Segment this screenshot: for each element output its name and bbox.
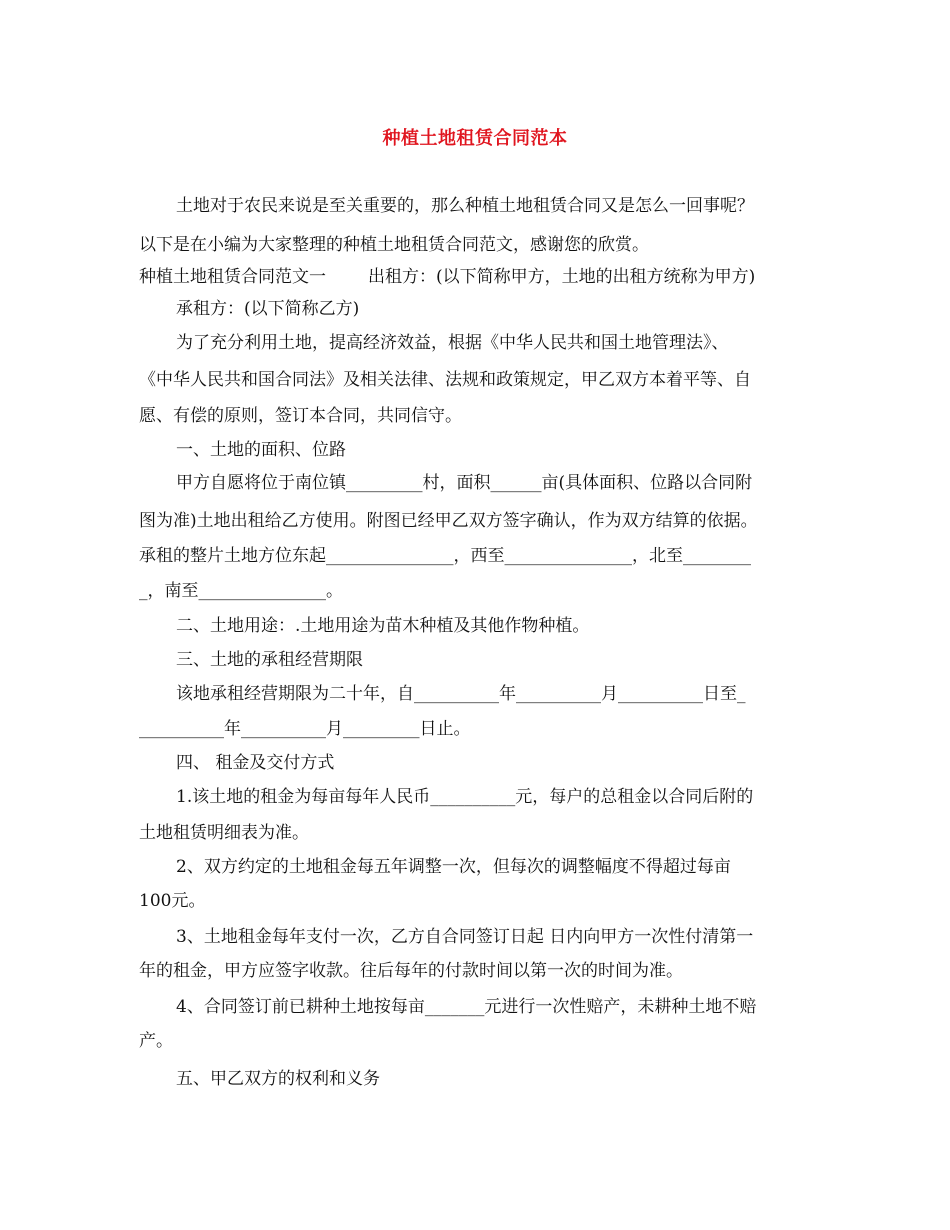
- paragraph-line: 年的租金，甲方应签字收款。往后每年的付款时间以第一次的时间为准。: [139, 961, 683, 981]
- section-heading: 四、 租金及交付方式: [176, 753, 335, 773]
- paragraph-line: 2、双方约定的土地租金每五年调整一次，但每次的调整幅度不得超过每亩: [176, 857, 731, 877]
- document-title: 种植土地租赁合同范本: [382, 128, 568, 149]
- section-heading: 种植土地租赁合同范文一: [139, 267, 326, 287]
- paragraph-line: [139, 266, 819, 288]
- paragraph-line: 100元。: [139, 891, 206, 911]
- section-heading: 二、土地用途：.土地用途为苗木种植及其他作物种植。: [176, 616, 590, 636]
- paragraph-line: 承租的整片土地方位东起_______________，西至_______________，北至________: [139, 546, 751, 566]
- paragraph-line: 以下是在小编为大家整理的种植土地租赁合同范文，感谢您的欣赏。: [139, 235, 649, 255]
- paragraph-line: 甲方自愿将位于南位镇_________村，面积______亩(具体面积、位路以合同附: [176, 473, 753, 493]
- paragraph-line: 愿、有偿的原则，签订本合同，共同信守。: [139, 406, 462, 426]
- paragraph-line: _，南至_______________。: [139, 581, 343, 601]
- paragraph-line: 产。: [139, 1031, 173, 1051]
- paragraph-line: 土地对于农民来说是至关重要的，那么种植土地租赁合同又是怎么一回事呢？: [176, 196, 754, 216]
- section-heading: 三、土地的承租经营期限: [176, 650, 363, 670]
- paragraph-line: 《中华人民共和国合同法》及相关法律、法规和政策规定，甲乙双方本着平等、自: [139, 370, 751, 390]
- paragraph-text: 出租方：(以下简称甲方，土地的出租方统称为甲方): [368, 267, 756, 287]
- paragraph-line: __________年__________月_________日止。: [139, 719, 471, 739]
- paragraph-line: 该地承租经营期限为二十年，自__________年__________月__________日至_: [176, 684, 746, 704]
- paragraph-line: 土地租赁明细表为准。: [139, 823, 309, 843]
- paragraph-line: 3、土地租金每年支付一次，乙方自合同签订日起 日内向甲方一次性付清第一: [176, 927, 754, 947]
- section-heading: 五、甲乙双方的权利和义务: [176, 1069, 380, 1089]
- paragraph-line: 图为准)土地出租给乙方使用。附图已经甲乙双方签字确认，作为双方结算的依据。: [139, 511, 758, 531]
- paragraph-line: 1.该土地的租金为每亩每年人民币__________元，每户的总租金以合同后附的: [176, 787, 754, 807]
- section-heading: 一、土地的面积、位路: [176, 440, 346, 460]
- paragraph-line: 4、合同签订前已耕种土地按每亩_______元进行一次性赔产，未耕种土地不赔: [176, 997, 757, 1017]
- paragraph-line: 承租方：(以下简称乙方): [176, 299, 360, 319]
- paragraph-line: 为了充分利用土地，提高经济效益，根据《中华人民共和国土地管理法》、: [176, 333, 729, 353]
